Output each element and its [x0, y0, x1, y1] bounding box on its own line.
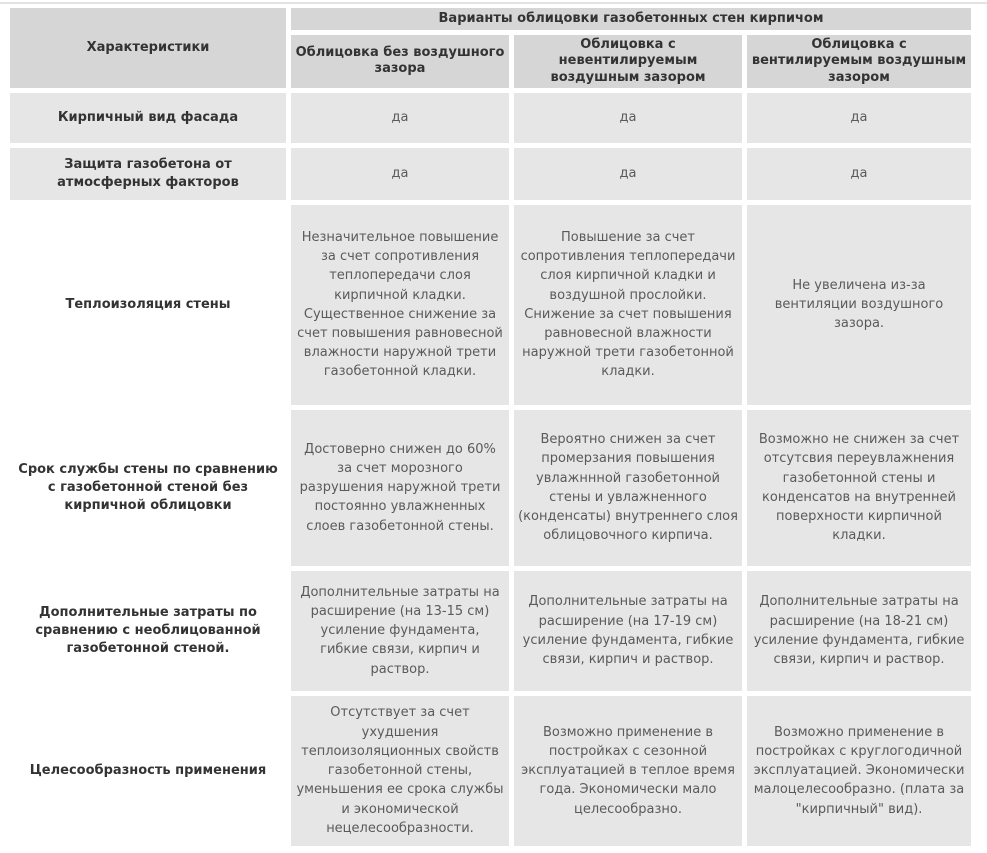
table-row: [10, 205, 971, 405]
table-cell: да: [514, 93, 742, 143]
table-cell: Незначительное повышение за счет сопротивления теплопередачи слоя кирпичной кладки. Существенное снижение за счет повышения равновесной влажности наружной трети газобетонной кладки.: [291, 205, 509, 405]
table-cell: да: [514, 148, 742, 200]
column-header-unvented-gap: Облицовка с невентилируемым воздушным зазором: [514, 35, 742, 88]
row-label-weather-protection: Защита газобетона от атмосферных факторов: [10, 148, 286, 200]
table-cell: Возможно не снижен за счет отсутсвия переувлажнения газобетонной стены и конденсатов на внутренней поверхности кирпичной кладки.: [747, 410, 971, 566]
table-cell: да: [747, 93, 971, 143]
table-row: [10, 571, 971, 691]
table-row: [10, 696, 971, 846]
row-label-service-life: Срок службы стены по сравнению с газобетонной стеной без кирпичной облицовки: [18, 462, 278, 513]
row-label-brick-facade: Кирпичный вид фасада: [10, 93, 286, 143]
row-label-feasibility: Целесообразность применения: [29, 762, 267, 778]
column-header-vented-gap: Облицовка с вентилируемым воздушным зазором: [747, 35, 971, 88]
column-header-no-gap: Облицовка без воздушного зазора: [291, 35, 509, 88]
table-cell: да: [291, 148, 509, 200]
table-cell: Возможно применение в постройках с круглогодичной эксплуатацией. Экономически малоцелесообразно. (плата за "кирпичный" вид).: [747, 696, 971, 846]
table-row: [10, 410, 971, 566]
table-cell: Дополнительные затраты на расширение (на 17-19 см) усиление фундамента, гибкие связи, кирпич и раствор.: [514, 571, 742, 691]
table-cell: Вероятно снижен за счет промерзания повышения увлажннной газобетонной стены и увлажненного (конденсаты) внутреннего слоя облицовочного кирпича.: [514, 410, 742, 566]
table-cell: Дополнительные затраты на расширение (на 18-21 см) усиление фундамента, гибкие связи, кирпич и раствор.: [747, 571, 971, 691]
corner-header-characteristics: Характеристики: [10, 8, 286, 88]
table-cell: Дополнительные затраты на расширение (на 13-15 см) усиление фундамента, гибкие связи, кирпич и раствор.: [291, 571, 509, 691]
table-cell: да: [747, 148, 971, 200]
table-cell: да: [291, 93, 509, 143]
table-title-span-header: Варианты облицовки газобетонных стен кирпичом: [291, 8, 971, 30]
table-cell: Возможно применение в постройках с сезонной эксплуатацией в теплое время года. Экономически мало целесообразно.: [514, 696, 742, 846]
row-label-extra-costs: Дополнительные затраты по сравнению с необлицованной газобетонной стеной.: [35, 605, 261, 656]
table-cell: Не увеличена из-за вентиляции воздушного зазора.: [747, 205, 971, 405]
brick-cladding-comparison-table: [5, 3, 976, 851]
row-label-thermal-insulation: Теплоизоляция стены: [65, 296, 231, 312]
table-row: [10, 148, 971, 200]
table-cell: Достоверно снижен до 60% за счет морозного разрушения наружной трети постоянно увлажненных слоев газобетонной стены.: [291, 410, 509, 566]
table-row: [10, 93, 971, 143]
table-cell: Отсутствует за счет ухудшения теплоизоляционных свойств газобетонной стены, уменьшения ее срока службы и экономической нецелесообразности.: [291, 696, 509, 846]
table-cell: Повышение за счет сопротивления теплопередачи слоя кирпичной кладки и воздушной прослойки. Снижение за счет повышения равновесной влажности наружной трети газобетонной кладки.: [514, 205, 742, 405]
